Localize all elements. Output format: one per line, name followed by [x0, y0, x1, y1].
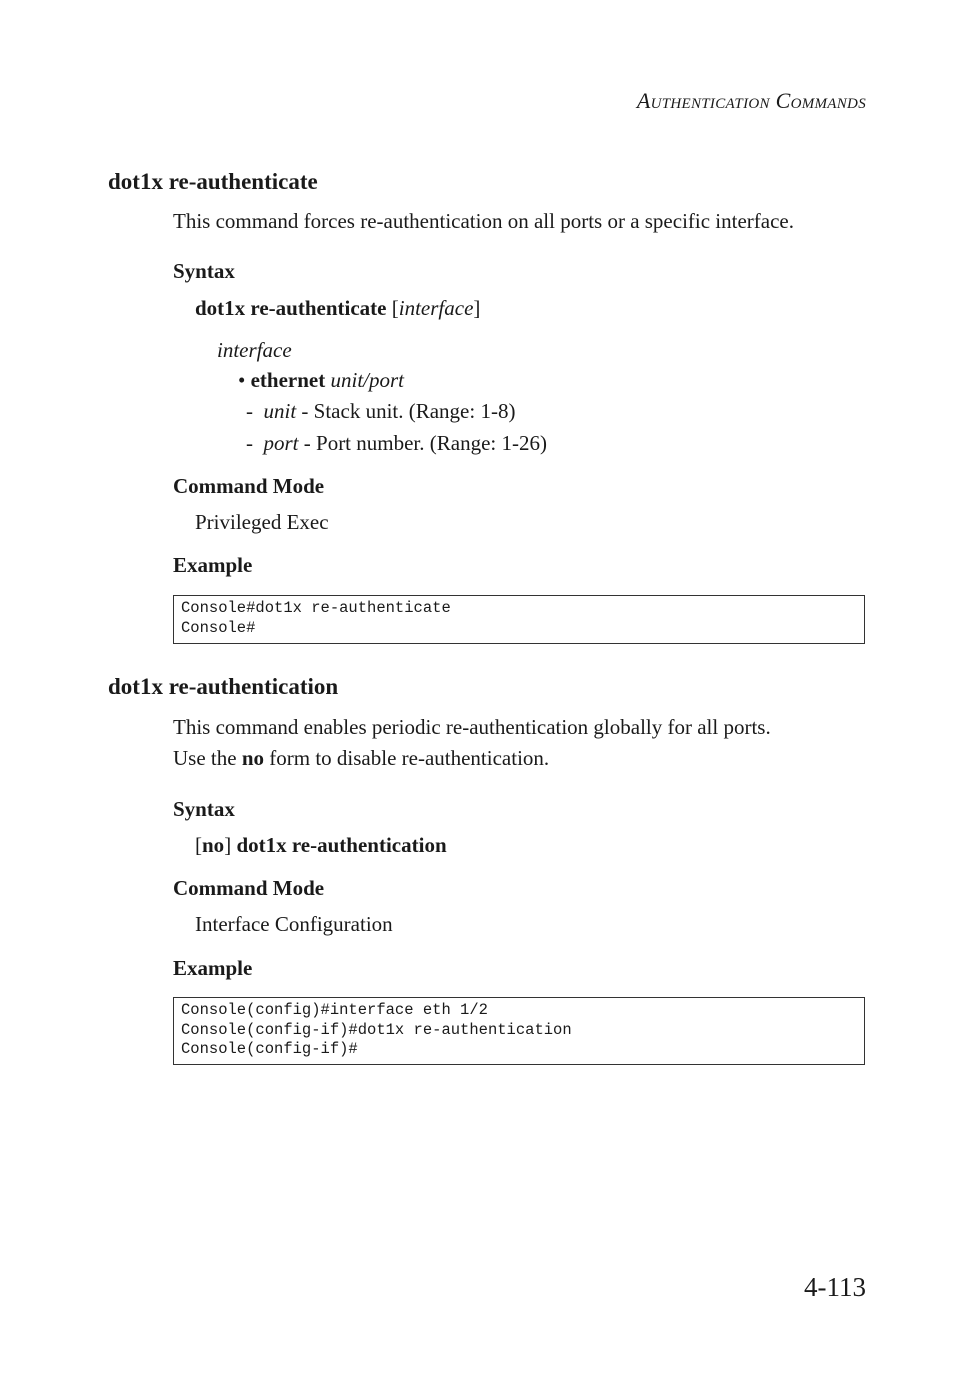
code-line: Console# [181, 618, 256, 637]
sub-item-name: port [263, 431, 299, 455]
code-line: Console(config-if)#dot1x re-authentication [181, 1020, 572, 1039]
section-title-reauthenticate: dot1x re-authenticate [108, 169, 318, 194]
code-line: Console(config)#interface eth 1/2 [181, 1001, 488, 1019]
section-description: This command forces re-authentication on all ports or a specific interface. [173, 209, 794, 233]
sub-item-text: - Stack unit. (Range: 1-8) [296, 399, 516, 423]
syntax-command: dot1x re-authenticate [195, 296, 387, 320]
section-title-reauthentication: dot1x re-authentication [108, 674, 339, 699]
example-heading: Example [173, 956, 253, 980]
desc-keyword: no [241, 746, 265, 770]
command-mode-value: Privileged Exec [195, 510, 329, 534]
bracket-open: [ [391, 296, 399, 320]
sub-item-name: unit [263, 399, 297, 423]
running-header: Authentication Commands [636, 88, 866, 113]
desc-text: form to disable re-authentication. [264, 746, 550, 770]
command-mode-value: Interface Configuration [195, 912, 393, 936]
section-description-line1: This command enables periodic re-authentication globally for all ports. [173, 715, 771, 739]
command-mode-heading: Command Mode [173, 474, 325, 498]
syntax-line [195, 296, 480, 321]
dash-symbol: - [246, 431, 253, 455]
param-name: interface [217, 338, 292, 362]
syntax-command: dot1x re-authentication [236, 833, 447, 857]
syntax-param: interface [398, 296, 474, 320]
example-code-block [173, 997, 865, 1065]
param-bullet-item [238, 368, 404, 393]
syntax-no: no [202, 833, 225, 857]
section-description-line2 [173, 743, 549, 774]
bracket-close: ] [473, 296, 481, 320]
code-line: Console(config-if)# [181, 1040, 358, 1058]
bullet-symbol: • [238, 368, 246, 392]
example-code-block [173, 595, 865, 644]
sub-item-text: - Port number. (Range: 1-26) [298, 431, 547, 455]
code-line: Console#dot1x re-authenticate [181, 599, 451, 617]
bracket-close: ] [224, 833, 237, 857]
desc-text: Use the [173, 746, 242, 770]
page-number: 4-113 [804, 1272, 866, 1302]
command-mode-heading: Command Mode [173, 876, 325, 900]
bullet-keyword: ethernet [250, 368, 326, 392]
syntax-heading: Syntax [173, 259, 235, 283]
sub-item-unit [246, 399, 515, 424]
bullet-args: unit/port [330, 368, 405, 392]
dash-symbol: - [246, 399, 253, 423]
sub-item-port [246, 431, 547, 456]
syntax-line [195, 833, 447, 858]
example-heading: Example [173, 553, 253, 577]
bracket-open: [ [195, 833, 202, 857]
syntax-heading: Syntax [173, 797, 235, 821]
